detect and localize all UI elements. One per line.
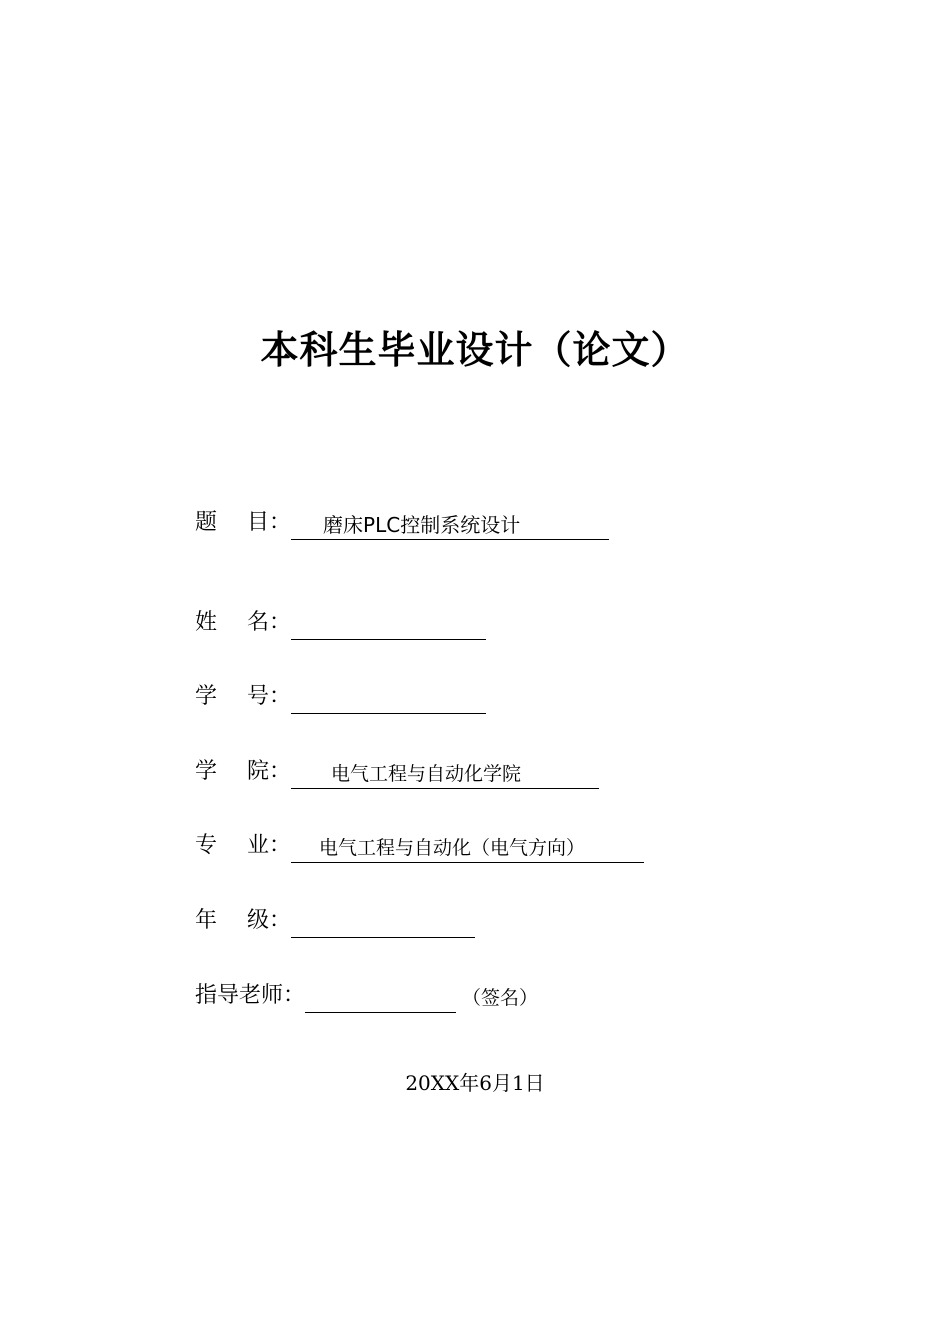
name-field bbox=[195, 606, 486, 640]
grade-field bbox=[195, 904, 475, 938]
document-date: 20XX年6月1日 bbox=[405, 1071, 545, 1095]
college-label: 学 院： bbox=[195, 759, 292, 784]
student-id-field bbox=[195, 680, 486, 714]
advisor-field bbox=[195, 979, 538, 1013]
advisor-label: 指导老师： bbox=[195, 983, 306, 1008]
name-value-line bbox=[291, 610, 486, 640]
major-field bbox=[195, 829, 644, 863]
grade-label: 年 级： bbox=[195, 908, 292, 933]
college-value: 电气工程与自动化学院 bbox=[331, 763, 522, 785]
grade-value-line bbox=[291, 908, 475, 938]
topic-value: 磨床PLC控制系统设计 bbox=[323, 513, 521, 537]
document-title: 本科生毕业设计（论文） bbox=[260, 328, 690, 372]
name-label: 姓 名： bbox=[195, 610, 292, 635]
topic-label: 题 目： bbox=[195, 510, 292, 535]
student-id-value-line bbox=[291, 684, 486, 714]
student-id-label: 学 号： bbox=[195, 684, 292, 709]
college-value-line bbox=[291, 759, 599, 789]
major-label: 专 业： bbox=[195, 833, 292, 858]
major-value-line bbox=[291, 833, 644, 863]
topic-value-line bbox=[291, 510, 609, 540]
college-field bbox=[195, 755, 599, 789]
signature-note: （签名） bbox=[462, 987, 539, 1009]
topic-field bbox=[195, 506, 609, 540]
advisor-value-line bbox=[305, 983, 456, 1013]
major-value: 电气工程与自动化（电气方向） bbox=[319, 837, 586, 859]
